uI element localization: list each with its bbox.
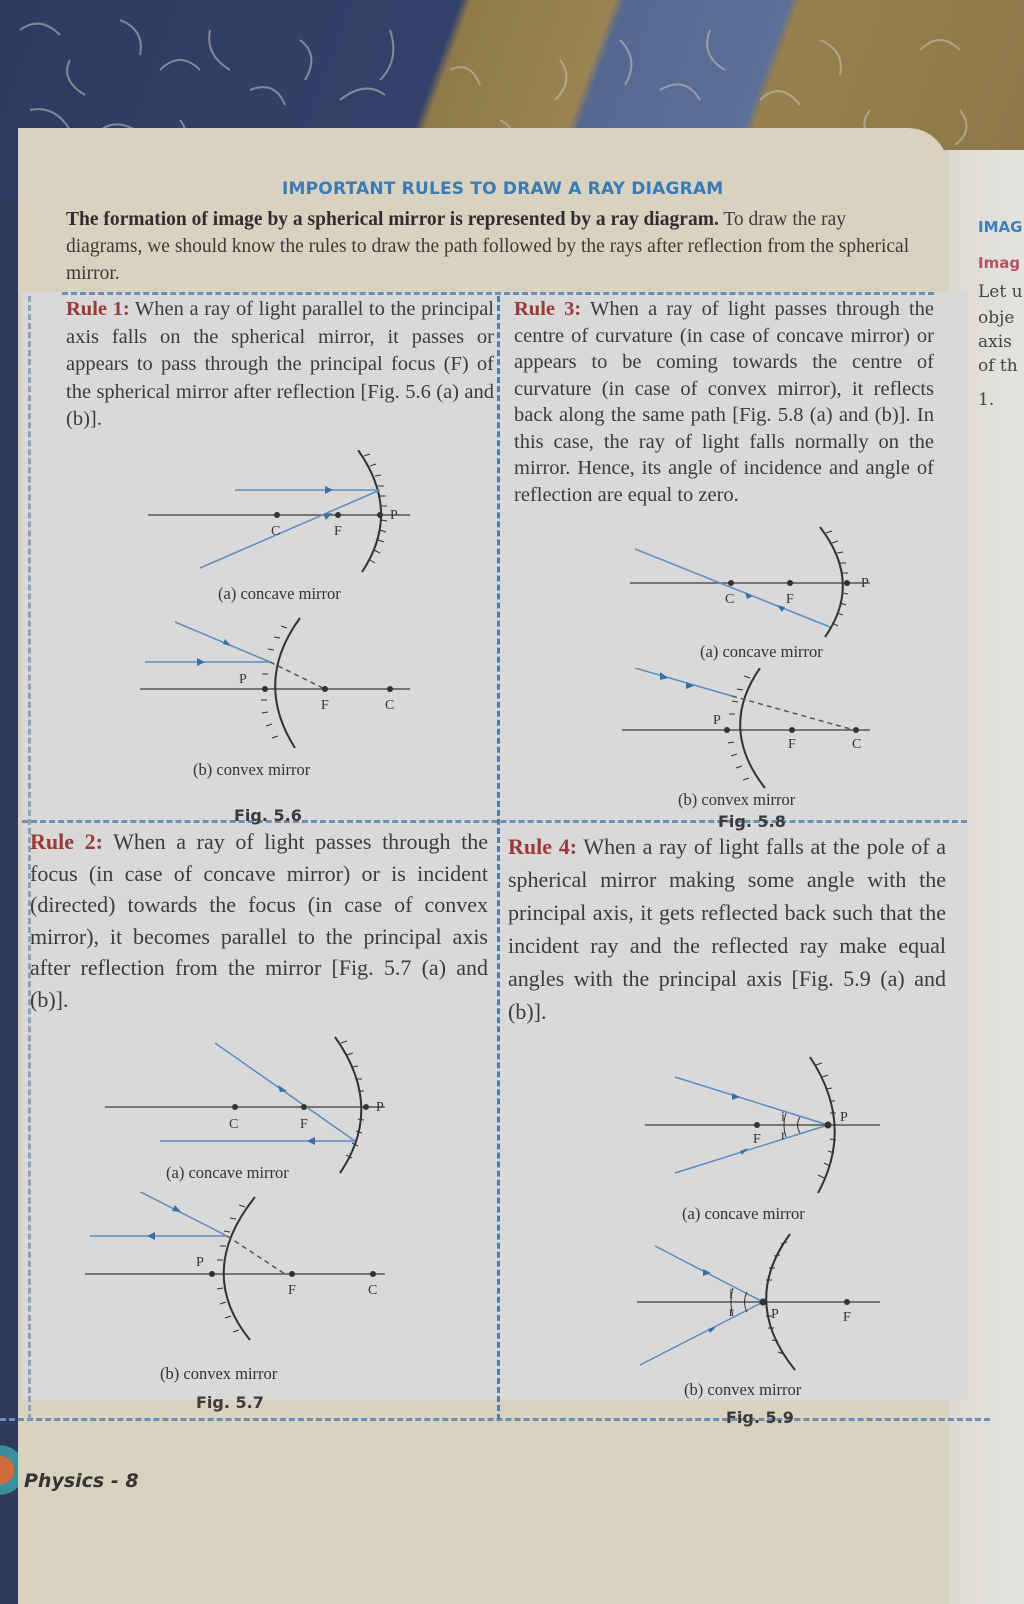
panel-divider-vertical (497, 296, 500, 1420)
adjacent-page-subheading: Imag (978, 254, 1021, 272)
intro-rest: To draw the ray diagrams, we should know the rules to draw the path followed by the rays after reflection from the spherical mirror. (66, 209, 910, 284)
adjacent-page-text: 1. (978, 390, 995, 410)
svg-text:F: F (788, 737, 796, 752)
fig-5-9b-diagram (635, 1232, 885, 1372)
svg-text:r: r (781, 1128, 786, 1143)
rule-1-label: Rule 1: (66, 298, 130, 320)
svg-text:C: C (385, 698, 395, 713)
panel-border-top (62, 292, 934, 295)
svg-text:P: P (376, 1100, 384, 1115)
fig-5-7b-diagram (85, 1192, 385, 1342)
svg-text:P: P (861, 576, 869, 591)
adjacent-page-text: axis (978, 332, 1012, 352)
adjacent-page-text: obje (978, 308, 1015, 328)
adjacent-page-text: of th (978, 356, 1018, 376)
fig-5-7b-caption: (b) convex mirror (160, 1364, 278, 1383)
svg-text:F: F (843, 1310, 851, 1325)
svg-text:r: r (729, 1305, 734, 1320)
fig-5-6a-diagram (140, 450, 430, 580)
rule-4 (508, 830, 946, 1028)
rule-2 (30, 826, 488, 1015)
panel-divider-middle (22, 820, 967, 823)
fig-5-9b-caption: (b) convex mirror (684, 1380, 802, 1399)
svg-text:i: i (729, 1287, 733, 1302)
panel-border-bottom (0, 1418, 990, 1421)
page-title: IMPORTANT RULES TO DRAW A RAY DIAGRAM (282, 179, 724, 199)
fig-5-8b-diagram (620, 668, 890, 793)
rule-3-label: Rule 3: (514, 298, 582, 320)
rule-4-text: When a ray of light falls at the pole of a spherical mirror making some angle with the principal axis, it gets reflected back such that the incident ray and the reflected ray make equal angles with the principal axis [Fig. 5.9 (a) and (b)]. (508, 834, 947, 1024)
svg-text:F: F (786, 592, 794, 607)
svg-text:P: P (840, 1110, 848, 1125)
book-footer: Physics - 8 (24, 1470, 139, 1492)
rule-3-text: When a ray of light passes through the centre of curvature (in case of concave mirror) or appears to be coming towards the centre of curvature (in case of convex mirror), it reflects back along the same path [Fig. 5.8 (a) and (b)]. In this case, the ray of light falls normally on the mirror. Hence, its angle of incidence and angle of reflection are equal to zero. (514, 298, 935, 506)
fig-5-8a-caption: (a) concave mirror (700, 642, 823, 661)
svg-text:F: F (288, 1283, 296, 1298)
fig-5-8a-diagram (625, 525, 895, 640)
rule-2-text: When a ray of light passes through the focus (in case of concave mirror) or is incident (directed) towards the focus (in case of convex mirror), it becomes parallel to the principal axis after reflection from the mirror [Fig. 5.7 (a) and (b)]. (30, 829, 488, 1012)
svg-text:C: C (368, 1283, 378, 1298)
fig-5-9a-caption: (a) concave mirror (682, 1204, 805, 1223)
fig-5-7-label: Fig. 5.7 (196, 1393, 264, 1412)
fig-5-6a-caption: (a) concave mirror (218, 584, 341, 603)
svg-text:i: i (781, 1110, 785, 1125)
rule-3 (514, 296, 934, 508)
fig-5-6-label: Fig. 5.6 (234, 806, 302, 825)
svg-text:F: F (753, 1132, 761, 1147)
rule-2-label: Rule 2: (30, 829, 103, 854)
adjacent-page-text: Let u (978, 282, 1023, 302)
fig-5-8b-caption: (b) convex mirror (678, 790, 796, 809)
book-logo-icon (0, 1440, 18, 1500)
svg-text:P: P (390, 508, 398, 523)
fig-5-7a-diagram (100, 1035, 400, 1175)
svg-text:P: P (771, 1307, 779, 1322)
svg-text:C: C (725, 592, 735, 607)
fig-5-6b-diagram (135, 610, 425, 750)
adjacent-page-heading: IMAG (978, 218, 1023, 236)
fig-5-6b-caption: (b) convex mirror (193, 760, 311, 779)
svg-text:C: C (229, 1117, 239, 1132)
svg-text:F: F (321, 698, 329, 713)
intro-paragraph (66, 206, 926, 287)
svg-text:F: F (334, 524, 342, 539)
intro-lead: The formation of image by a spherical mirror is represented by a ray diagram. (66, 209, 719, 230)
svg-text:C: C (271, 524, 281, 539)
svg-text:P: P (196, 1255, 204, 1270)
fig-5-7a-caption: (a) concave mirror (166, 1163, 289, 1182)
fig-5-8-label: Fig. 5.8 (718, 812, 786, 831)
rule-1 (66, 296, 494, 434)
fig-5-9-label: Fig. 5.9 (726, 1408, 794, 1427)
fig-5-9a-diagram (640, 1055, 890, 1195)
rule-1-text: When a ray of light parallel to the principal axis falls on the spherical mirror, it passes or appears to pass through the principal focus (F) of the spherical mirror after reflection [Fig. 5.6 (a) and (b)]. (66, 298, 494, 430)
svg-text:C: C (852, 737, 862, 752)
svg-text:F: F (300, 1117, 308, 1132)
svg-text:P: P (239, 672, 247, 687)
svg-text:P: P (713, 713, 721, 728)
rule-4-label: Rule 4: (508, 834, 578, 859)
